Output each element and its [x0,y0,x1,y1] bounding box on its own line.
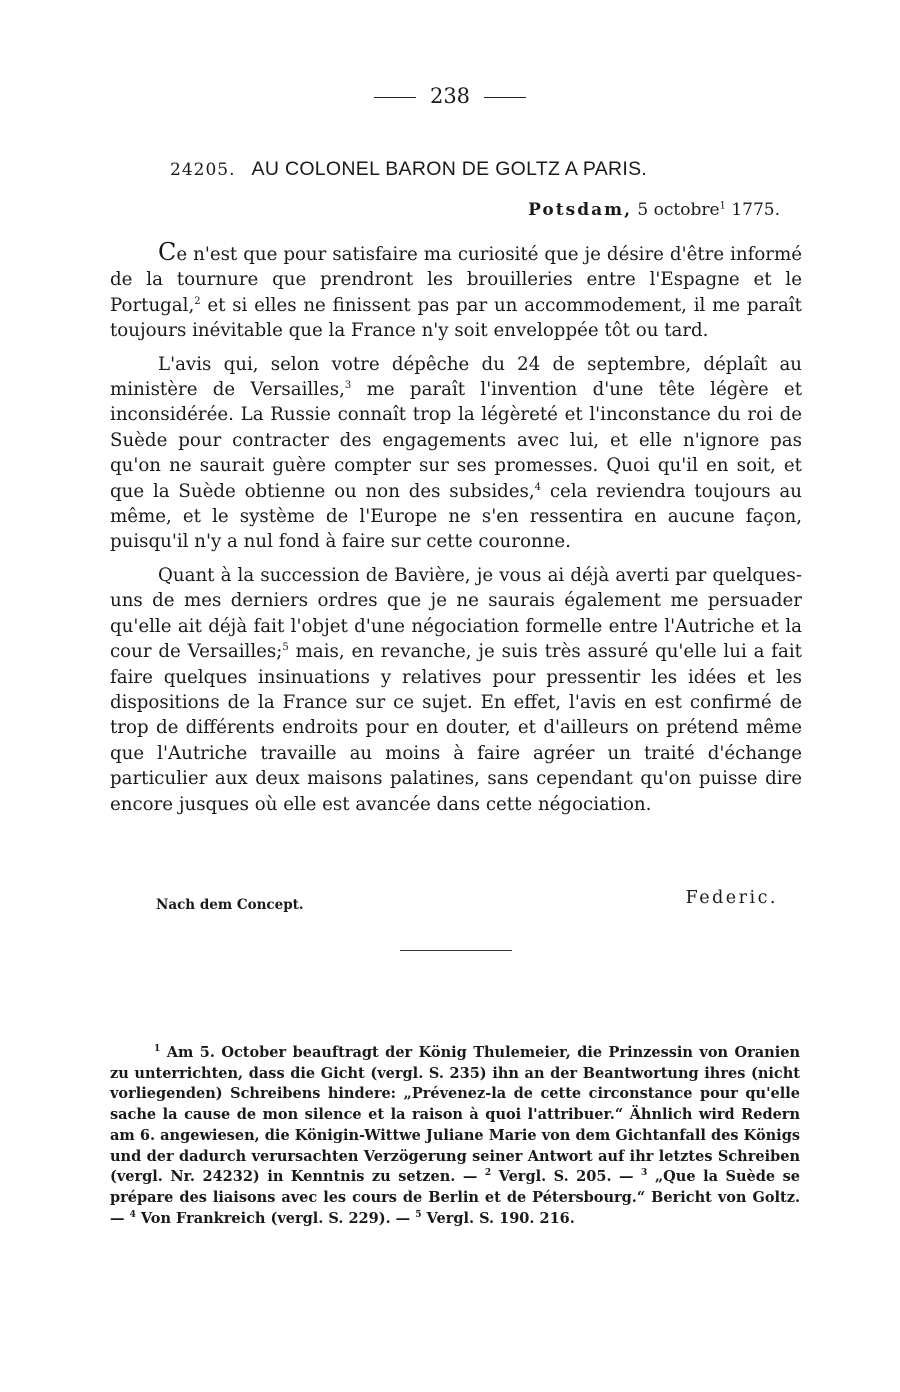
footnote-ref: 1 [154,1044,161,1055]
dateline-year: 1775. [731,200,780,220]
footnote-ref: 3 [344,379,352,391]
page-number [0,84,900,108]
body-paragraph [110,563,802,817]
letter-title: AU COLONEL BARON DE GOLTZ A PARIS. [251,158,648,180]
text-run: et si elles ne finissent pas par un accommodement, il me paraît toujours inévitable que la France n'y soit enveloppée tôt ou tard. [110,294,802,342]
signature: Federic. [685,888,778,908]
letter-number: 24205. [170,160,236,180]
text-run: Am 5. October beauftragt der König Thulemeier, die Prinzessin von Oranien zu unterrichten, dass die Gicht (vergl. S. 235) ihn an der Beantwortung ihres (nicht vorliegenden) Schreibens hindere: „Prévenez-la de cette circonstance pour qu'elle sache la cause de mon silence et la raison à quoi l'attribuer.“ Ähnlich wird Redern am 6. angewiesen, die Königin-Wittwe Juliane Marie von dem Gichtanfall des Königs und der dadurch verursachten Verzögerung seiner Antwort auf ihr letztes Schreiben (vergl. Nr. 24232) in Kenntnis zu setzen. — [110,1044,800,1186]
dateline [528,200,780,220]
text-run: L'avis qui, selon votre dépêche du 24 de septembre, déplaît au ministère de Versailles, [110,353,802,401]
text-run: „Que la Suède se prépare des liaisons avec les cours de Berlin et de Pétersbourg.“ Bericht von Goltz. — [110,1168,800,1227]
initial-letter: C [158,238,177,266]
footnote-ref: 2 [484,1168,492,1179]
letter-heading [110,158,810,181]
dateline-date: 5 octobre [637,200,720,220]
footnote-ref: 2 [194,295,201,307]
text-run: Vergl. S. 205. — [491,1168,642,1186]
page-number-rule-right [484,97,526,98]
footnote-ref: 1 [719,200,726,212]
text-run: Vergl. S. 190. 216. [421,1209,575,1227]
text-run: me paraît l'invention d'une tête légère et inconsidérée. La Russie connaît trop la légèreté et l'inconstance du roi de Suède pour contracter des engagements avec lui, et elle n'ignore pas qu'on ne saurait guère compter sur ses promesses. Quoi qu'il en soit, et que la Suède obtienne ou non des subsides, [110,379,802,502]
body-paragraph [110,352,802,555]
page-number-rule-left [374,97,416,98]
footnote-divider [400,950,512,951]
text-run: e n'est que pour satisfaire ma curiosité que je désire d'être informé de la tournure que prendront les brouilleries entre l'Espagne et le Portugal, [110,244,802,316]
body-paragraph [110,240,802,344]
text-run: Quant à la succession de Bavière, je vous ai déjà averti par quelques-uns de mes derniers ordres que je ne saurais également me persuader qu'elle ait déjà fait l'objet d'une négociation formelle entre l'Autriche et la cour de Versailles; [110,564,802,663]
footnotes [110,1043,800,1229]
text-run: Von Frankreich (vergl. S. 229). — [135,1209,416,1227]
source-note: Nach dem Concept. [156,897,304,913]
footnote-ref: 5 [282,642,289,654]
text-run: mais, en revanche, je suis très assuré qu'elle lui a fait faire quelques insinuations y relatives pour pressentir les idées et les dispositions de la France sur ce sujet. En effet, l'avis en est confirmé de trop de différents endroits pour en douter, et d'ailleurs on prétend même que l'Autriche travaille au moins à faire agréer un traité d'échange particulier aux deux maisons palatines, sans cependant qu'on puisse dire encore jusques où elle est avancée dans cette négociation. [110,641,802,815]
letter-body [110,240,802,825]
footnote-ref: 3 [641,1168,648,1179]
footnote-ref: 4 [534,481,542,493]
dateline-place: Potsdam, [528,200,633,220]
footnote-ref: 4 [129,1209,136,1220]
footnote-paragraph [110,1043,800,1229]
page-number-text: 238 [429,84,471,108]
footnote-ref: 5 [415,1209,422,1220]
text-run: cela reviendra toujours au même, et le système de l'Europe ne s'en ressentira en aucune façon, puisqu'il n'y a nul fond à faire sur cette couronne. [110,480,802,553]
